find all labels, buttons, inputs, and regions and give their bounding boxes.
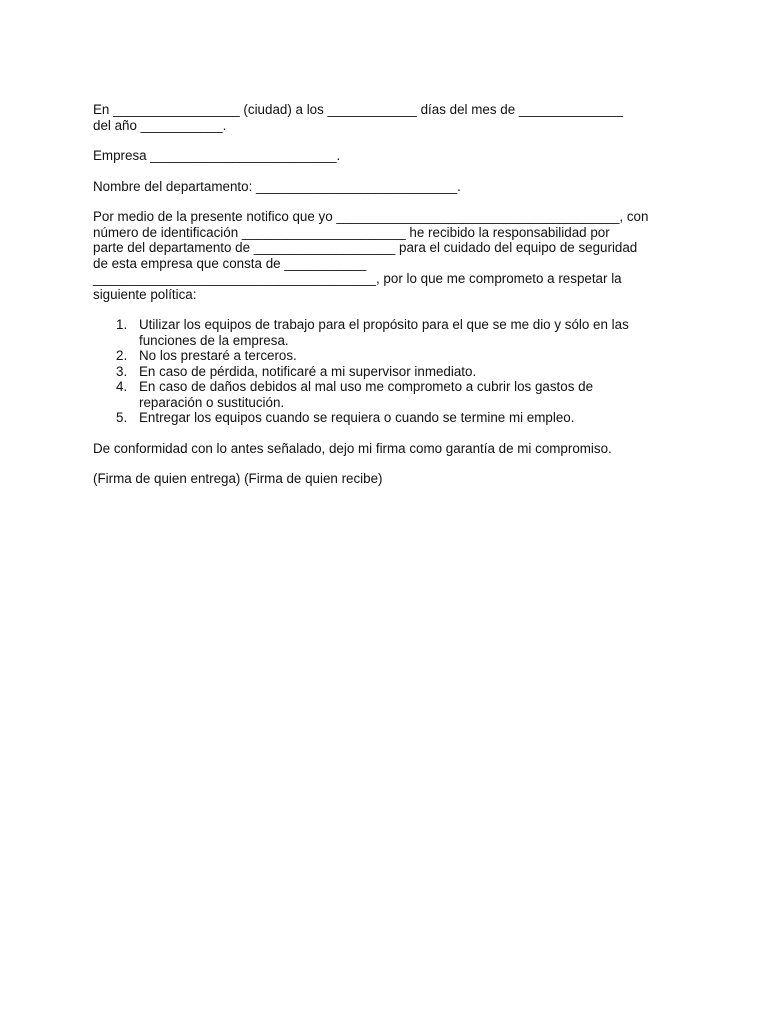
policy-item-5-line-1: Entregar los equipos cuando se requiera o cuando se termine mi empleo. [139,410,575,425]
body-line-3: parte del departamento de ___________________ para el cuidado del equipo de seguridad [93,240,638,255]
policy-list [93,317,673,426]
policy-item-3-line-1: En caso de pérdida, notificaré a mi supervisor inmediato. [139,363,477,379]
policy-item-1-line-2: funciones de la empresa. [139,332,289,348]
policy-item-3 [93,364,673,380]
document-content [93,102,673,502]
body-line-1: Por medio de la presente notifico que yo ______________________________________, con [93,209,649,224]
policy-item-4-line-2: reparación o sustitución. [139,394,285,410]
policy-item-4-line-1: En caso de daños debidos al mal uso me comprometo a cubrir los gastos de [139,379,594,394]
body-line-6: siguiente política: [93,286,197,302]
policy-number-4: 4. [116,379,128,394]
closing-line: De conformidad con lo antes señalado, dejo mi firma como garantía de mi compromiso. [93,440,612,456]
closing-paragraph [93,441,673,457]
body-line-5: ______________________________________, por lo que me comprometo a respetar la [93,271,622,286]
policy-item-2 [93,348,673,364]
intro-line-2: del año ___________. [93,117,227,133]
department-paragraph [93,179,673,195]
policy-item-1-line-1: Utilizar los equipos de trabajo para el propósito para el que se me dio y sólo en las [139,317,629,332]
company-line: Empresa _________________________. [93,148,341,163]
signature-line: (Firma de quien entrega) (Firma de quien recibe) [93,471,383,486]
signature-paragraph [93,471,673,487]
policy-number-3: 3. [116,363,128,379]
policy-item-2-line-1: No los prestaré a terceros. [139,348,297,363]
body-line-2: número de identificación ______________________ he recibido la responsabilidad por [93,224,610,240]
intro-paragraph [93,102,673,133]
company-paragraph [93,148,673,164]
policy-number-2: 2. [116,348,128,363]
intro-line-1: En _________________ (ciudad) a los ____________ días del mes de ______________ [93,102,624,117]
body-line-4: de esta empresa que consta de ___________ [93,255,367,271]
policy-number-5: 5. [116,410,128,425]
body-paragraph [93,209,673,302]
department-line: Nombre del departamento: ___________________________. [93,178,461,194]
policy-item-5 [93,410,673,426]
policy-number-1: 1. [116,317,128,332]
policy-item-1 [93,317,673,348]
policy-item-4 [93,379,673,410]
